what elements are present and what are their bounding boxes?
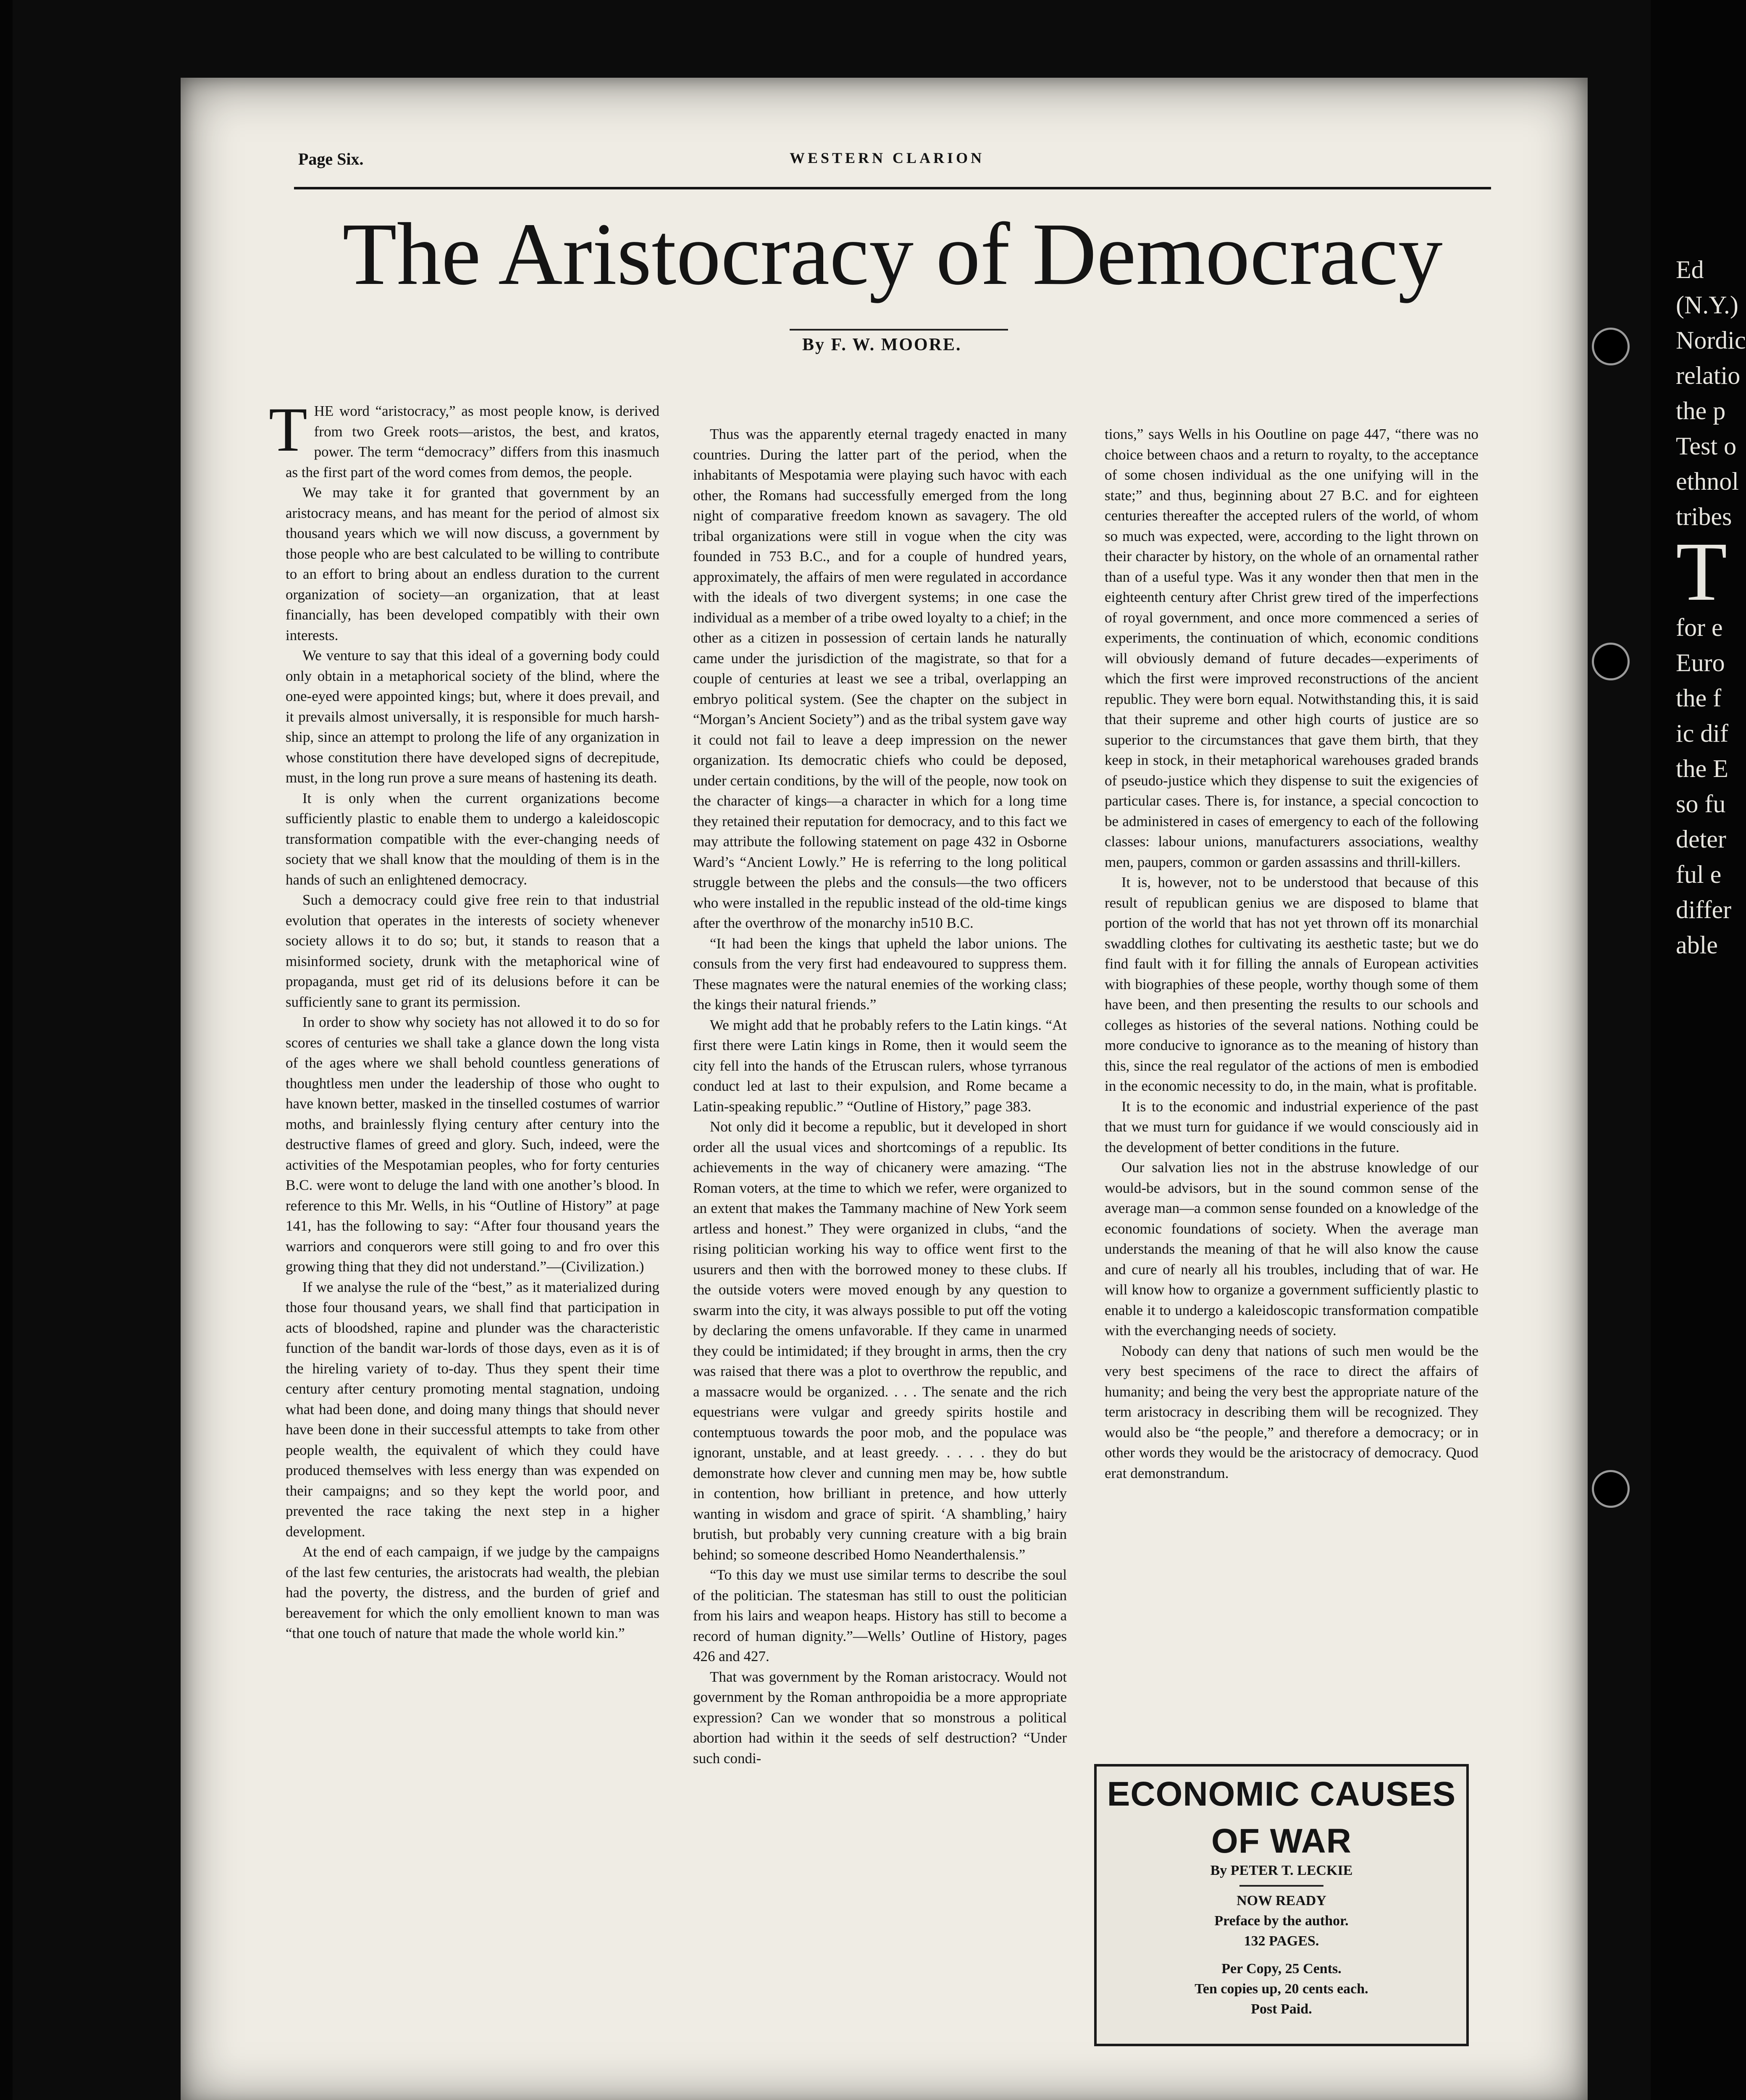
fragment-line: deter	[1676, 825, 1726, 853]
article-column-3	[1105, 424, 1478, 1483]
paragraph: “To this day we must use similar terms to describe the soul of the politician. The statesman has still to oust the politician from his lairs and weapon heaps. History has still to become a record of human dignity.”—Wells’ Outline of History, pages 426 and 427.	[693, 1567, 1067, 1664]
paragraph: tions,” says Wells in his Ooutline on page 447, “there was no choice between chaos and a return to royalty, to the acceptance of some chosen individual as the one unifying will in the state;” and thus, beginning about 27 B.C. and for eighteen centuries thereafter the accepted rulers of the world, of whom so much was expected, were, according to the light thrown on their character by history, on the whole of an ornamental rather than of a useful type. Was it any wonder then that men in the eighteenth century after Christ grew tired of the imperfections of royal government, and once more commenced a series of experiments, the continuation of which, economic conditions will obviously demand of future decades—experiments of which the first were improved reconstructions of the ancient republic. They were born equal. Notwithstanding this, it is said that their supreme and other high courts of justice are so superior to the circumstances that gave them birth, that they keep in stock, in their metaphorical warehouses graded brands of pseudo-justice which they dispense to suit the exigencies of particular cases. There is, for instance, a special concoction to be administered in cases of emergency to each of the following classes: labour unions, manufacturers associations, wealthy men, paupers, common or garden assassins and thrill-killers.	[1105, 426, 1478, 870]
paragraph: We may take it for granted that government by an aristocracy means, and has meant for the period of almost six thousand years which we will now discuss, a government by those people who are best calculated to be willing to contribute to an effort to bring about an endless duration to the current organization of society—an organization, that at least financially, has been developed compatibly with their own interests.	[286, 484, 659, 643]
paragraph: Our salvation lies not in the abstruse knowledge of our would-be advisors, but in the sound common sense of the average man—a common sense founded on a knowledge of the economic foundations of society. When the average man understands the meaning of that he will also know the cause and cure of nearly all his troubles, including that of war. He will know how to organize a government sufficiently plastic to enable it to undergo a kaleidoscopic transformation compatible with the everchanging needs of society.	[1105, 1159, 1478, 1339]
fragment-line: tribes	[1676, 503, 1732, 530]
page-header	[181, 149, 1588, 174]
paragraph: It is, however, not to be understood that because of this result of republican genius we are disposed to blame that portion of the world that has not yet thrown off its monarchial swaddling clothes for cultivating its aesthetic taste; but we do find fault with it for filling the annals of European activities with biographies of these people, worthy though some of them have been, and then presenting the results to our schools and colleges as histories of the several nations. Nothing could be more conducive to ignorance as to the meaning of history than this, since the real regulator of the actions of men is embodied in the economic necessity to do, in the main, what is profitable.	[1105, 874, 1478, 1094]
binding-hole	[1592, 643, 1630, 680]
paragraph: That was government by the Roman aristocracy. Would not government by the Roman anthropoidia be a more appropriate expression? Can we wonder that so monstrous a political abortion had within it the seeds of self destruction? “Under such condi-	[693, 1668, 1067, 1767]
paragraph: If we analyse the rule of the “best,” as it materialized during those four thousand years, we shall find that participation in acts of bloodshed, rapine and plunder was the characteristic function of the bandit war-lords of those days, even as it is of the hireling variety of to-day. Thus they spent their time century after century promoting mental stagnation, undoing what had been done, and doing many things that should never have been done in their successful attempts to take from other people wealth, the equivalent of which they could have produced themselves with less energy than was expended on their campaigns; and so they kept the world poor, and prevented the race taking the next step in a higher development.	[286, 1278, 659, 1540]
paragraph: At the end of each campaign, if we judge by the campaigns of the last few centuries, the aristocrats had wealth, the plebian had the poverty, the distress, and the burden of grief and bereavement for which the only emollient known to man was “that one touch of nature that made the whole world kin.”	[286, 1544, 659, 1641]
fragment-line: (N.Y.)	[1676, 291, 1738, 319]
article-byline: By F. W. MOORE.	[802, 335, 962, 354]
paragraph: We might add that he probably refers to the Latin kings. “At first there were Latin kings in Rome, then it would seem the city fell into the hands of the Etruscan rulers, whose tyrranous conduct led at last to their expulsion, and Rome became a Latin-speaking republic.” “Outline of History,” page 383.	[693, 1016, 1067, 1115]
fragment-line: Ed	[1676, 256, 1704, 284]
paragraph: It is to the economic and industrial experience of the past that we must turn for guidance if we would consciously aid in the development of better conditions in the future.	[1105, 1098, 1478, 1155]
fragment-line: so fu	[1676, 790, 1726, 818]
newspaper-page	[181, 78, 1588, 2100]
binding-hole	[1592, 1470, 1630, 1508]
paragraph: We venture to say that this ideal of a governing body could only obtain in a metaphorical society of the blind, where the one-eyed were appointed kings; but, where it does prevail, and it prevails almost universally, it is responsible for much harshship, since an attempt to prolong the life of any organization in whose constitution there have developed signs of decrepitude, must, in the long run prove a sure means of hastening its death.	[286, 647, 659, 786]
ad-pages: 132 PAGES.	[1244, 1933, 1319, 1949]
fragment-line: differ	[1676, 896, 1732, 924]
ad-title-line-1: ECONOMIC CAUSES	[1107, 1775, 1456, 1813]
ad-author: By PETER T. LECKIE	[1210, 1863, 1353, 1878]
binding-hole	[1592, 328, 1630, 365]
article-column-1	[269, 395, 659, 1644]
ad-divider	[1239, 1885, 1323, 1887]
ad-title-line-2: OF WAR	[1211, 1822, 1352, 1860]
article-title: The Aristocracy of Democracy	[342, 205, 1443, 303]
fragment-drop-cap: T	[1676, 525, 1728, 618]
fragment-line: ful e	[1676, 861, 1722, 888]
fragment-line: Nordic	[1676, 326, 1746, 354]
fragment-line: Euro	[1676, 649, 1725, 677]
ad-postage: Post Paid.	[1251, 2001, 1312, 2017]
ad-bulk-price: Ten copies up, 20 cents each.	[1195, 1981, 1368, 1997]
header-rule	[294, 187, 1491, 189]
paragraph: Nobody can deny that nations of such men would be the very best specimens of the race to direct the affairs of humanity; and being the very best the appropriate nature of the term aristocracy in describing them will be recognized. They would also be “the people,” and therefore a democracy; or in other words they would be the aristocracy of democracy. Quod erat demonstrandum.	[1105, 1342, 1478, 1481]
adjacent-page-fragment	[1676, 252, 1746, 963]
fragment-line: the f	[1676, 684, 1722, 712]
paragraph: Such a democracy could give free rein to that industrial evolution that operates in the interests of society whenever society allows it to do so; but, it stands to reason that a misinformed society, drunk with the metaphorical wine of propaganda, must get rid of its delusions before it can be sufficiently sane to grant its permission.	[286, 892, 659, 1010]
ad-price: Per Copy, 25 Cents.	[1221, 1961, 1342, 1977]
ad-status: NOW READY	[1237, 1893, 1326, 1908]
paragraph: It is only when the current organizations become sufficiently plastic to enable them to undergo a kaleidoscopic transformation compatible with the ever-changing needs of society that we shall know that the moulding of them is in the hands of such an enlightened democracy.	[286, 790, 659, 888]
fragment-line: the p	[1676, 397, 1726, 425]
ad-preface: Preface by the author.	[1214, 1913, 1349, 1929]
paragraph: In order to show why society has not allowed it to do so for scores of centuries we shall take a glance down the long vista of the ages where we shall behold countless generations of thoughtless men under the leadership of those who ought to have known better, masked in the tinselled costumes of warrior moths, and brainlessly flying century after century into the destructive flames of greed and glory. Such, indeed, were the activities of the Mespotamian peoples, who for forty centuries B.C. were wont to deluge the land with one another’s blood. In reference to this Mr. Wells, in his “Outline of History” at page 141, has the following to say: “After four thousand years the warriors and conquerors were still going to and fro over this growing thing that they did not understand.”—(Civilization.)	[286, 1014, 659, 1275]
drop-cap: T	[269, 395, 307, 465]
fragment-line: for e	[1676, 614, 1723, 641]
fragment-line: ethnol	[1676, 467, 1739, 495]
fragment-line: Test o	[1676, 432, 1737, 460]
book-advertisement	[1094, 1764, 1469, 2046]
article-column-2	[693, 424, 1067, 1769]
paragraph: Thus was the apparently eternal tragedy enacted in many countries. During the latter part of the period, when the inhabitants of Mespotamia were playing such havoc with each other, the Romans had successfully emerged from the long night of comparative freedom known as savagery. The old tribal organizations were still in vogue when the city was founded in 753 B.C., and for a couple of hundred years, approximately, the affairs of men were regulated in accordance with the ideals of two divergent systems; in one case the individual as a member of a tribe owed loyalty to a chief; in the other as a citizen in possession of certain lands he naturally came under the jurisdiction of the magistrate, so that for a couple of centuries at least we see a tribal, overlapping an embryo political system. (See the chapter on the subject in “Morgan’s Ancient Society”) and as the tribal system gave way it could not fail to leave a deep impression on the newer organization. Its democratic chiefs who could be deposed, under certain conditions, by the will of the people, now took on the character of kings—a character in which for a long time they retained their reputation for democracy, and to this fact we may attribute the following statement on page 432 in Osborne Ward’s “Ancient Lowly.” He is referring to the long political struggle between the plebs and the consuls—the two officers who were installed in the republic instead of the old-time kings after the overthrow of the monarchy in510 B.C.	[693, 426, 1067, 931]
paragraph: “It had been the kings that upheld the labor unions. The consuls from the very first had endeavoured to suppress them. These magnates were the natural enemies of the working class; the kings their natural friends.”	[693, 935, 1067, 1013]
publication-name: WESTERN CLARION	[790, 150, 985, 166]
paragraph: HE word “aristocracy,” as most people know, is derived from two Greek roots—aristos, the best, and kratos, power. The term “democracy” differs from this inasmuch as the first part of the word comes from demos, the people.	[286, 403, 659, 480]
fragment-line: relatio	[1676, 362, 1741, 389]
fragment-line: the E	[1676, 755, 1728, 782]
byline-rule	[790, 329, 1008, 331]
page-number: Page Six.	[298, 150, 364, 168]
fragment-line: ic dif	[1676, 719, 1728, 747]
paragraph: Not only did it become a republic, but it developed in short order all the usual vices and shortcomings of a republic. Its achievements in the way of chicanery were amazing. “The Roman voters, at the time to which we refer, were organized to an extent that makes the Tammany machine of New York seem artless and honest.” They were organized in clubs, “and the rising politician working his way to office went first to the usurers and then with the borrowed money to these clubs. If the outside voters were moved enough by any question to swarm into the city, it was always possible to put off the voting by declaring the omens unfavorable. If they came in unarmed they could be intimidated; if they brought in arms, then the cry was raised that there was a plot to overthrow the republic, and a massacre would be organized. . . . The senate and the rich equestrians were vulgar and greedy spirits hostile and contemptuous towards the poor mob, and the populace was ignorant, unstable, and at least greedy. . . . . they do but demonstrate how clever and cunning men may be, how subtle in contention, how brilliant in pretence, and how utterly wanting in wisdom and grace of spirit. ‘A shambling,’ hairy brutish, but probably very cunning creature with a big brain behind; so someone described Homo Neanderthalensis.”	[693, 1118, 1067, 1563]
fragment-line: able	[1676, 931, 1718, 959]
